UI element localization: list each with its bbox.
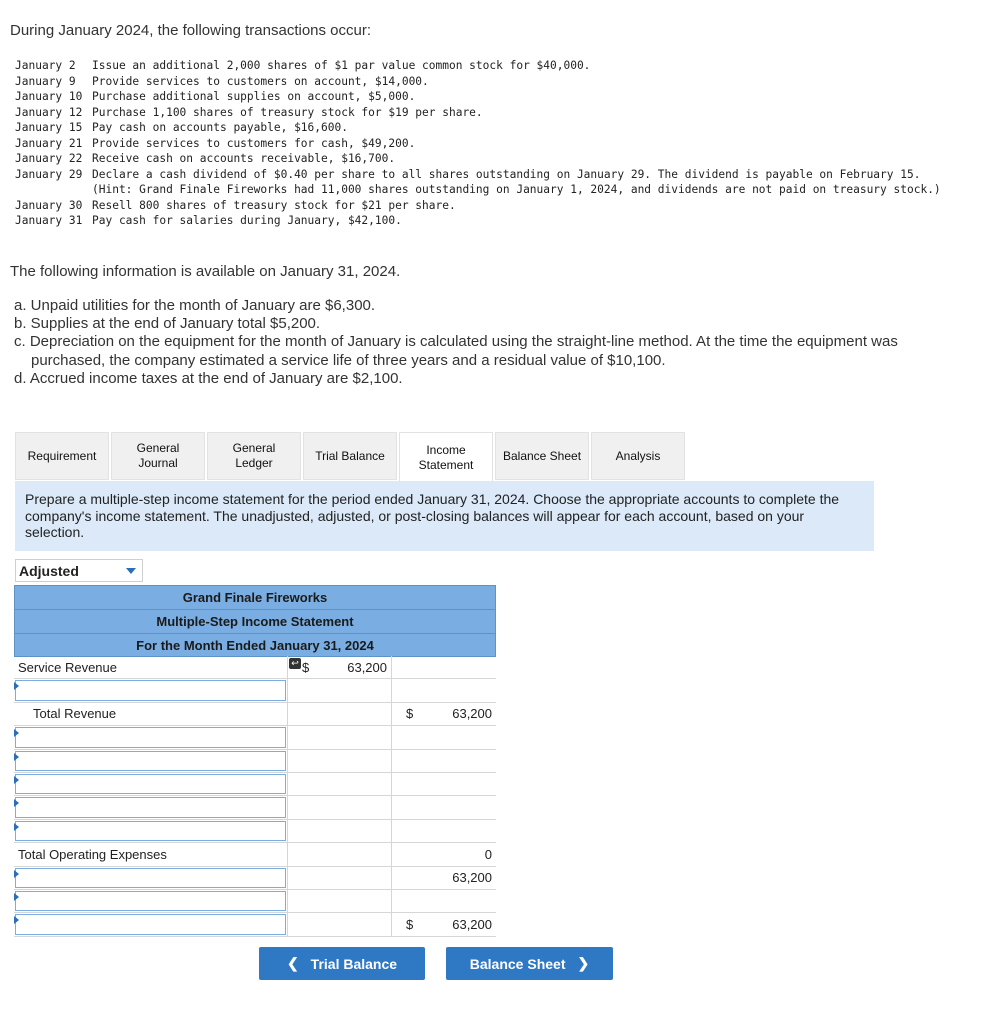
- income-statement-grid: [14, 656, 496, 937]
- table-row: [14, 726, 496, 749]
- table-row: [14, 679, 496, 702]
- tab-income-statement[interactable]: Income Statement: [399, 432, 493, 482]
- transaction-list: [15, 58, 962, 229]
- balance-type-select[interactable]: Adjusted: [15, 559, 143, 582]
- transaction-row: January 9 Provide services to customers on account, $14,000.: [15, 74, 429, 88]
- transaction-row: January 29 Declare a cash dividend of $0.40 per share to all shares outstanding on January 29. The dividend is payable on February 15. (Hint: Grand Finale Fireworks had 11,000 shares outstanding on January 1, 2024, and dividends are not paid on treasury stock.): [15, 167, 941, 196]
- tab-trial-balance[interactable]: Trial Balance: [303, 432, 397, 480]
- transaction-row: January 10 Purchase additional supplies on account, $5,000.: [15, 90, 416, 103]
- account-select[interactable]: [15, 891, 286, 911]
- table-row: [14, 820, 496, 843]
- account-select[interactable]: [15, 751, 286, 771]
- account-select[interactable]: [15, 680, 286, 700]
- instruction-box: Prepare a multiple-step income statement for the period ended January 31, 2024. Choose the appropriate accounts to complete the company's income statement. The unadjusted, adjusted, or post-closing balances will appear for each account, based on your selection.: [15, 481, 874, 551]
- transaction-row: January 31 Pay cash for salaries during January, $42,100.: [15, 214, 402, 227]
- transaction-row: January 15 Pay cash on accounts payable, $16,600.: [15, 121, 348, 134]
- tab-general-journal[interactable]: General Journal: [111, 432, 205, 480]
- tab-requirement[interactable]: Requirement: [15, 432, 109, 480]
- tab-bar: [15, 432, 687, 482]
- transaction-row: January 21 Provide services to customers for cash, $49,200.: [15, 136, 416, 150]
- tab-general-ledger[interactable]: General Ledger: [207, 432, 301, 480]
- back-arrow-icon[interactable]: ↩: [289, 658, 301, 669]
- note-item: d. Accrued income taxes at the end of January are $2,100.: [14, 369, 403, 387]
- transaction-row: January 2 Issue an additional 2,000 shares of $1 par value common stock for $40,000.: [15, 59, 591, 72]
- account-select[interactable]: [15, 914, 286, 934]
- total-operating-label: Total Operating Expenses: [18, 846, 167, 862]
- marker-icon: [14, 682, 19, 690]
- transaction-row: January 22 Receive cash on accounts receivable, $16,700.: [15, 152, 396, 165]
- table-row: Service Revenue ↩ $ 63,200: [14, 656, 496, 679]
- marker-icon: [14, 753, 19, 761]
- note-item: c. Depreciation on the equipment for the month of January is calculated using the straight-line method. At the time the equipment was purchased, the company estimated a service life of three years and a residual value of $10,100.: [14, 333, 898, 369]
- table-row: [14, 750, 496, 773]
- account-select[interactable]: [15, 797, 286, 817]
- amount-cell: 0: [484, 846, 492, 862]
- transaction-row: January 30 Resell 800 shares of treasury stock for $21 per share.: [15, 198, 456, 212]
- amount-cell: 63,200: [347, 659, 387, 675]
- tab-analysis[interactable]: Analysis: [591, 432, 685, 480]
- marker-icon: [14, 916, 19, 924]
- table-row: [14, 843, 496, 866]
- statement-title: Multiple-Step Income Statement: [14, 609, 496, 634]
- table-row: $ 63,200: [14, 913, 496, 936]
- note-item: b. Supplies at the end of January total $5,200.: [14, 315, 321, 333]
- account-select[interactable]: [15, 821, 286, 841]
- marker-icon: [14, 870, 19, 878]
- marker-icon: [14, 729, 19, 737]
- amount-cell: 63,200: [452, 870, 492, 886]
- next-balance-sheet-button[interactable]: Balance Sheet ❯: [446, 947, 613, 980]
- marker-icon: [14, 823, 19, 831]
- chevron-right-icon: ❯: [577, 955, 590, 971]
- marker-icon: [14, 799, 19, 807]
- table-row: [14, 773, 496, 796]
- note-item: a. Unpaid utilities for the month of January are $6,300.: [14, 297, 376, 314]
- prev-trial-balance-button[interactable]: ❮ Trial Balance: [259, 947, 425, 980]
- table-row: [14, 890, 496, 913]
- marker-icon: [14, 776, 19, 784]
- account-select[interactable]: [15, 868, 286, 888]
- total-revenue-label: Total Revenue: [33, 706, 117, 722]
- table-row: Total Revenue $ 63,200: [14, 703, 496, 726]
- info-text: The following information is available on January 31, 2024.: [10, 263, 401, 280]
- amount-cell: 63,200: [452, 706, 492, 722]
- transaction-row: January 12 Purchase 1,100 shares of treasury stock for $19 per share.: [15, 105, 483, 119]
- tab-balance-sheet[interactable]: Balance Sheet: [495, 432, 589, 480]
- table-row: [14, 867, 496, 890]
- account-select[interactable]: [15, 774, 286, 794]
- table-row: [14, 796, 496, 819]
- adjustment-notes: [14, 297, 974, 388]
- intro-text: During January 2024, the following transactions occur:: [10, 22, 372, 39]
- amount-cell: 63,200: [452, 916, 492, 932]
- chevron-left-icon: ❮: [286, 955, 299, 971]
- statement-period: For the Month Ended January 31, 2024: [14, 633, 496, 657]
- account-select[interactable]: Service Revenue: [18, 659, 117, 675]
- statement-company: Grand Finale Fireworks: [14, 585, 496, 610]
- marker-icon: [14, 893, 19, 901]
- chevron-down-icon: [126, 568, 136, 574]
- account-select[interactable]: [15, 727, 286, 747]
